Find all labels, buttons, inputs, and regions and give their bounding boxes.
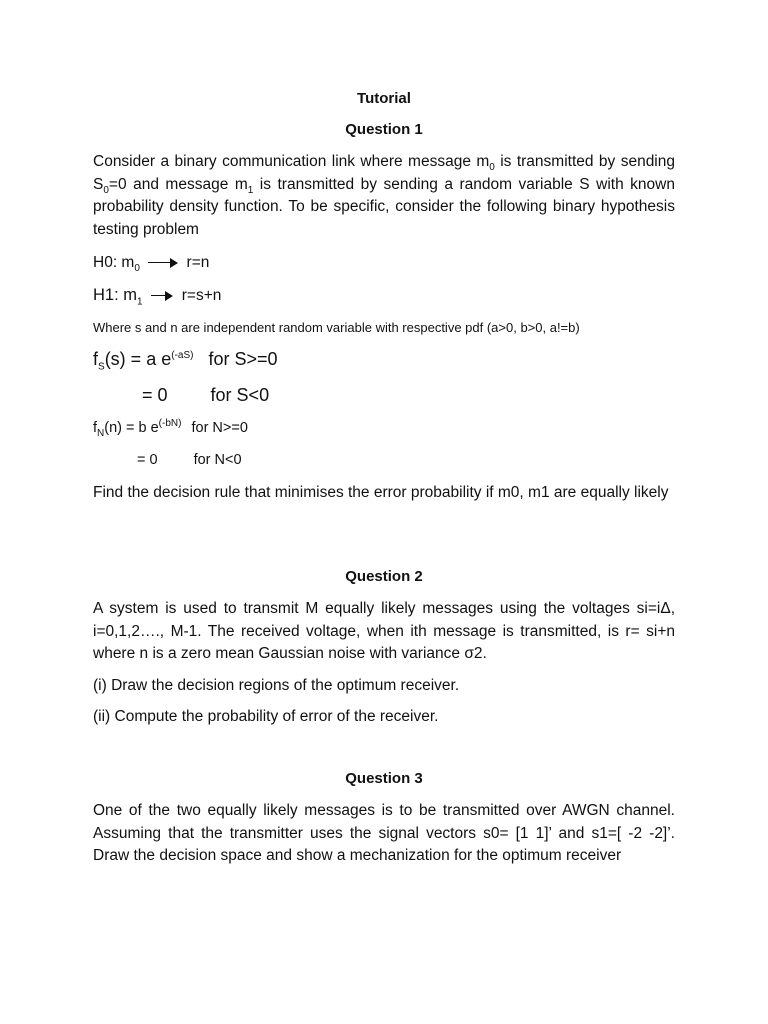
intro-sub-1: 0: [489, 162, 495, 174]
fs-body: (s) = a e: [104, 349, 172, 369]
question-1-heading: Question 1: [345, 121, 423, 138]
question-2-part-ii: (ii) Compute the probability of error of the receiver.: [93, 708, 439, 725]
intro-text-2: is transmitted by sending S: [93, 153, 675, 193]
intro-text-1: Consider a binary communication link where message m: [93, 153, 490, 170]
h0-sub: 0: [134, 263, 140, 275]
fn-sub: N: [97, 427, 105, 439]
intro-sub-2: 0: [103, 184, 109, 196]
h1-result: r=s+n: [181, 287, 222, 304]
hypothesis-h0: [93, 254, 210, 275]
fn-f: f: [93, 420, 98, 436]
right-arrow-icon: [151, 291, 173, 301]
fs-sub: S: [98, 361, 105, 373]
fn-condition: for N>=0: [191, 420, 248, 436]
fs-f: f: [93, 349, 99, 369]
intro-text-4: is transmitted by sending a random variable S with known probability density function. To be specific, consider the following binary hypothesis testing problem: [93, 175, 675, 238]
pdf-description: Where s and n are independent random variable with respective pdf (a>0, b>0, a!=b): [93, 320, 580, 335]
fn-body: (n) = b e: [104, 420, 159, 436]
fn-sup: (-bN): [158, 418, 182, 430]
fs-zero-value: = 0: [142, 385, 168, 405]
fs-condition: for S>=0: [208, 349, 278, 369]
question-2-part-i: (i) Draw the decision regions of the optimum receiver.: [93, 677, 460, 694]
right-arrow-icon: [148, 258, 178, 268]
question-1-find: Find the decision rule that minimises the error probability if m0, m1 are equally likely: [93, 484, 669, 501]
h0-result: r=n: [186, 254, 210, 271]
page-title: Tutorial: [357, 90, 411, 107]
intro-sub-3: 1: [247, 184, 254, 196]
fn-zero-value: = 0: [137, 452, 158, 468]
question-2-heading: Question 2: [345, 568, 423, 585]
h1-sub: 1: [137, 296, 143, 308]
question-3-text: One of the two equally likely messages is to be transmitted over AWGN channel. Assuming that the transmitter uses the signal vectors s0= [1 1]’ and s1=[ -2 -2]’. Draw the decision space and show a mechanization for the optimum receiver: [93, 802, 675, 864]
hypothesis-h1: [93, 286, 222, 308]
intro-text-3: =0 and message m: [108, 175, 248, 193]
pdf-fn-equation: [93, 418, 248, 439]
fs-zero-condition: for S<0: [210, 385, 270, 405]
pdf-fs-zero: [142, 385, 269, 406]
pdf-fn-zero: [137, 452, 242, 468]
fs-sup: (-aS): [171, 350, 194, 361]
question-3-heading: Question 3: [345, 770, 423, 787]
h0-label: H0: m: [93, 254, 135, 271]
pdf-fs-equation: [93, 349, 278, 373]
question-1-intro: [93, 151, 675, 241]
h1-label: H1: m: [93, 286, 138, 304]
fn-zero-condition: for N<0: [193, 452, 242, 468]
question-2-text: A system is used to transmit M equally likely messages using the voltages si=iΔ, i=0,1,2…., M-1. The received voltage, when ith message is transmitted, is r= si+n where n is a zero mean Gaussian noise with variance σ2.: [93, 600, 675, 662]
